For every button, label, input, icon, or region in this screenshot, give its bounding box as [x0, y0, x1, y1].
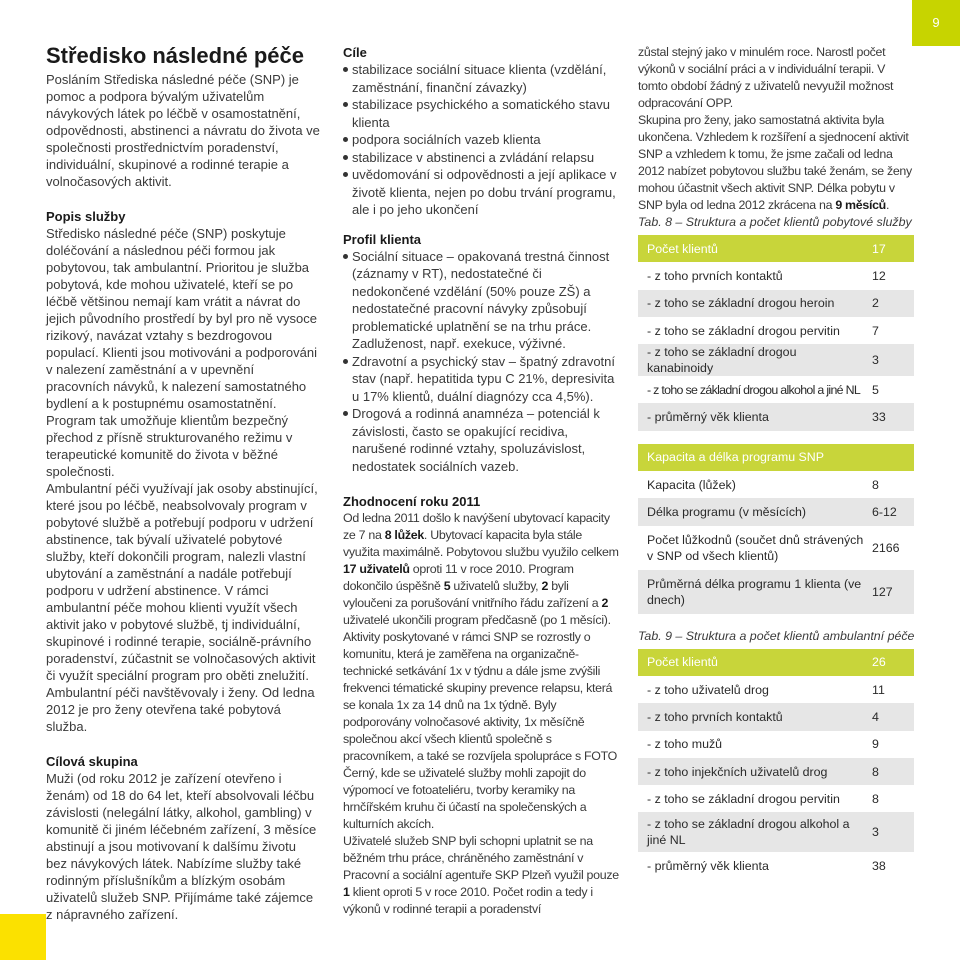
list-item: Sociální situace – opakovaná trestná činnost (záznamy v RT), nedostatečné či nedokončené vzdělání (50% pouze ZŠ) a nedostatečné pracovní návyky způsobují problematické uplatnění se na trhu práce. Zadluženost, např. exekuce, výživné. — [343, 248, 620, 353]
table-capacity — [638, 444, 914, 614]
table-9-caption: Tab. 9 – Struktura a počet klientů ambulantní péče — [638, 628, 915, 643]
section-heading-popis: Popis služby — [46, 209, 126, 224]
table-row — [638, 403, 914, 430]
table-cell: - z toho se základní drogou pervitin — [638, 785, 872, 812]
table-cell: 2 — [872, 290, 914, 317]
yellow-corner-block — [0, 914, 46, 960]
table-row — [638, 376, 914, 403]
table-cell: Délka programu (v měsících) — [638, 498, 872, 525]
table-row — [638, 649, 914, 676]
table-row — [638, 235, 914, 262]
table-row — [638, 676, 914, 703]
table-row — [638, 731, 914, 758]
table-cell: 3 — [872, 812, 914, 852]
table-cell: Počet klientů — [638, 649, 872, 676]
table-header: Kapacita a délka programu SNP — [638, 444, 914, 471]
table-row — [638, 703, 914, 730]
section-heading-cilova: Cílová skupina — [46, 754, 138, 769]
table-cell: Kapacita (lůžek) — [638, 471, 872, 498]
table-8 — [638, 235, 914, 431]
table-cell: - z toho se základní drogou alkohol a jiné NL — [638, 812, 872, 852]
table-row — [638, 262, 914, 289]
zhodnoceni-paragraph-2: Uživatelé služeb SNP byli schopni uplatnit se na běžném trhu práce, chráněného zaměstnání v Pracovní a sociální agentuře SKP Plzeň využil pouze 1 klient oproti 5 v roce 2010. Počet rodin a tedy i výkonů v rodinné terapii a poradenství — [343, 834, 619, 916]
table-row — [638, 785, 914, 812]
table-cell: - z toho prvních kontaktů — [638, 262, 872, 289]
list-item: stabilizace psychického a somatického stavu klienta — [343, 96, 620, 131]
popis-paragraph-1: Středisko následné péče (SNP) poskytuje doléčování a následnou péči formou jak pobytovou, tak ambulantní. Prioritou je služba pobytová, kde mohou uživatelé, kteří se po léčbě většinou nemají kam vrátit a návrat do jejich původního prostředí by byl pro ně vysoce rizikový, navázat vztahy s bezdrogovou populací. Klienti jsou motivováni a podporováni v nalezení zaměstnání a v upevnění pracovních návyků, k nalezení samostatného bydlení a k postupnému osamostatnění. Program tak umožňuje klientům bezpečný přechod z přísně strukturovaného režimu v terapeutické komunitě do života v běžné společnosti. — [46, 226, 318, 479]
table-cell: Počet klientů — [638, 235, 872, 262]
table-cell: 6-12 — [872, 498, 914, 525]
zhodnoceni-paragraph-1: Od ledna 2011 došlo k navýšení ubytovací kapacity ze 7 na 8 lůžek. Ubytovací kapacita byla stále využita maximálně. Pobytovou službu využilo celkem 17 uživatelů oproti 11 v roce 2010. Program dokončilo úspěšně 5 uživatelů služby, 2 byli vyloučeni za porušování vnitřního řádu zařízení a 2 uživatelé ukončili program předčasně (po 1 měsíci). Aktivity poskytované v rámci SNP se rozrostly o komunitu, která je zaměřena na organizačně-technické setkávání 1x v týdnu a dále jsme zvýšili frekvenci tématické skupiny prevence relapsu, která se konala 1x za 14 dnů na 1x týdně. Byly podporovány volnočasové aktivity, 1x měsíčně společnou akcí všech klientů společně s pracovníkem, a také se rozvíjela spolupráce s FOTO Černý, kde se uživatelé služby mohli zapojit do výpomocí ve fotoateliéru, tvorby keramiky na hrnčířském kruhu či účastí na společenských a kulturních akcích. — [343, 511, 619, 831]
table-row — [638, 498, 914, 525]
table-cell: 4 — [872, 703, 914, 730]
table-row — [638, 317, 914, 344]
table-cell: - průměrný věk klienta — [638, 852, 872, 879]
table-cell: 11 — [872, 676, 914, 703]
table-cell: 8 — [872, 785, 914, 812]
list-item: podpora sociálních vazeb klienta — [343, 131, 620, 149]
table-cell: - z toho se základní drogou heroin — [638, 290, 872, 317]
table-cell: Počet lůžkodnů (součet dnů strávených v SNP od všech klientů) — [638, 526, 872, 570]
page-title: Středisko následné péče — [46, 43, 304, 68]
table-cell: - z toho injekčních uživatelů drog — [638, 758, 872, 785]
list-item: uvědomování si odpovědnosti a její aplikace v životě klienta, nejen po dobu trvání programu, ale i po jeho ukončení — [343, 166, 620, 219]
goals-list — [343, 61, 620, 219]
table-cell: - průměrný věk klienta — [638, 403, 872, 430]
section-heading-profil: Profil klienta — [343, 231, 422, 247]
table-row — [638, 570, 914, 614]
continued-paragraph: zůstal stejný jako v minulém roce. Narostl počet výkonů v sociální práci a v individuální terapii. V tomto období žádný z uživatelů nevyužil možnost odpracování OPP. — [638, 45, 894, 110]
page-number: 9 — [912, 0, 960, 46]
table-cell: - z toho prvních kontaktů — [638, 703, 872, 730]
table-cell: - z toho se základní drogou kanabinoidy — [638, 344, 872, 376]
table-row — [638, 290, 914, 317]
table-cell: 33 — [872, 403, 914, 430]
table-row — [638, 444, 914, 471]
table-cell: 127 — [872, 570, 914, 614]
popis-paragraph-2: Ambulantní péči využívají jak osoby abstinující, které jsou po léčbě, neabsolvovaly program v pobytové službě a potřebují podporu v udržení abstinence, tak bývalí uživatelé pobytové služby, kteří dokončili program, nalezli vlastní ubytování a zaměstnání a nadále potřebují podporu v udržení abstinence. V rámci ambulantní péče mohou klienti využít všech aktivit jako v pobytové službě, tj individuální, skupinové i rodinné terapie, sociálně-právního poradenství, zúčastnit se volnočasových aktivit či využít speciální program pro oběti znelužití. Ambulantní péči navštěvovaly i ženy. Od ledna 2012 je pro ženy otevřena také pobytová služba. — [46, 481, 318, 734]
table-cell: - z toho mužů — [638, 731, 872, 758]
table-cell: 8 — [872, 471, 914, 498]
list-item: stabilizace sociální situace klienta (vzdělání, zaměstnání, finanční závazky) — [343, 61, 620, 96]
table-cell: 12 — [872, 262, 914, 289]
list-item: Drogová a rodinná anamnéza – potenciál k závislosti, často se opakující recidiva, narušené rodinné vztahy, spoluzávislost, nedostatek sociálních vazeb. — [343, 405, 620, 475]
table-cell: Průměrná délka programu 1 klienta (ve dnech) — [638, 570, 872, 614]
table-cell: 8 — [872, 758, 914, 785]
table-cell: 5 — [872, 376, 914, 403]
table-row — [638, 812, 914, 852]
table-cell: 2166 — [872, 526, 914, 570]
table-cell: - z toho se základní drogou pervitin — [638, 317, 872, 344]
intro-paragraph: Posláním Střediska následné péče (SNP) je pomoc a podpora bývalým uživatelům návykových látek po léčbě v osamostatnění, odpovědnosti, abstinenci a návratu do života ve společnosti prostřednictvím poradenství, individuální, skupinové a rodinné terapie a volnočasových aktivit. — [46, 72, 320, 189]
table-cell: 17 — [872, 235, 914, 262]
table-cell: - z toho uživatelů drog — [638, 676, 872, 703]
table-cell: 38 — [872, 852, 914, 879]
table-cell: 9 — [872, 731, 914, 758]
table-row — [638, 344, 914, 376]
table-row — [638, 758, 914, 785]
table-8-caption: Tab. 8 – Struktura a počet klientů pobytové služby — [638, 215, 912, 229]
section-heading-cile: Cíle — [343, 45, 367, 60]
table-cell: 3 — [872, 344, 914, 376]
table-cell: 26 — [872, 649, 914, 676]
list-item: stabilizace v abstinenci a zvládání relapsu — [343, 149, 620, 167]
zeny-paragraph: Skupina pro ženy, jako samostatná aktivita byla ukončena. Vzhledem k rozšíření a sjednocení aktivit SNP a vzhledem k tomu, že jsme začali od ledna 2012 nabízet pobytovou službu také ženám, se ženy mohou účastnit všech aktivit SNP. Délka pobytu v SNP byla od ledna 2012 zkrácena na 9 měsíců. — [638, 113, 912, 212]
table-9 — [638, 649, 914, 880]
table-cell: - z toho se základní drogou alkohol a jiné NL — [638, 376, 872, 403]
table-row — [638, 852, 914, 879]
section-heading-zhodnoceni: Zhodnocení roku 2011 — [343, 494, 481, 509]
table-row — [638, 526, 914, 570]
profile-list — [343, 248, 620, 476]
column-middle — [343, 44, 620, 918]
column-right — [638, 44, 916, 880]
table-row — [638, 471, 914, 498]
table-cell: 7 — [872, 317, 914, 344]
column-left — [46, 44, 320, 923]
cilova-paragraph: Muži (od roku 2012 je zařízení otevřeno i ženám) od 18 do 64 let, kteří absolvovali léčbu závislosti (nelegální látky, alkohol, gambling) v komunitě či jiném léčebném zařízení, 3 měsíce abstinují a jsou motivovaní k dalšímu životu bez návykových látek. Nabízíme služby také rodinným příslušníkům a blízkým osobám uživatelů služeb SNP. Přijímáme také zájemce z nápravného zařízení. — [46, 771, 317, 922]
list-item: Zdravotní a psychický stav – špatný zdravotní stav (např. hepatitida typu C 21%, depresivita u 17% klientů, duální diagnózy cca 4,5%). — [343, 353, 620, 406]
